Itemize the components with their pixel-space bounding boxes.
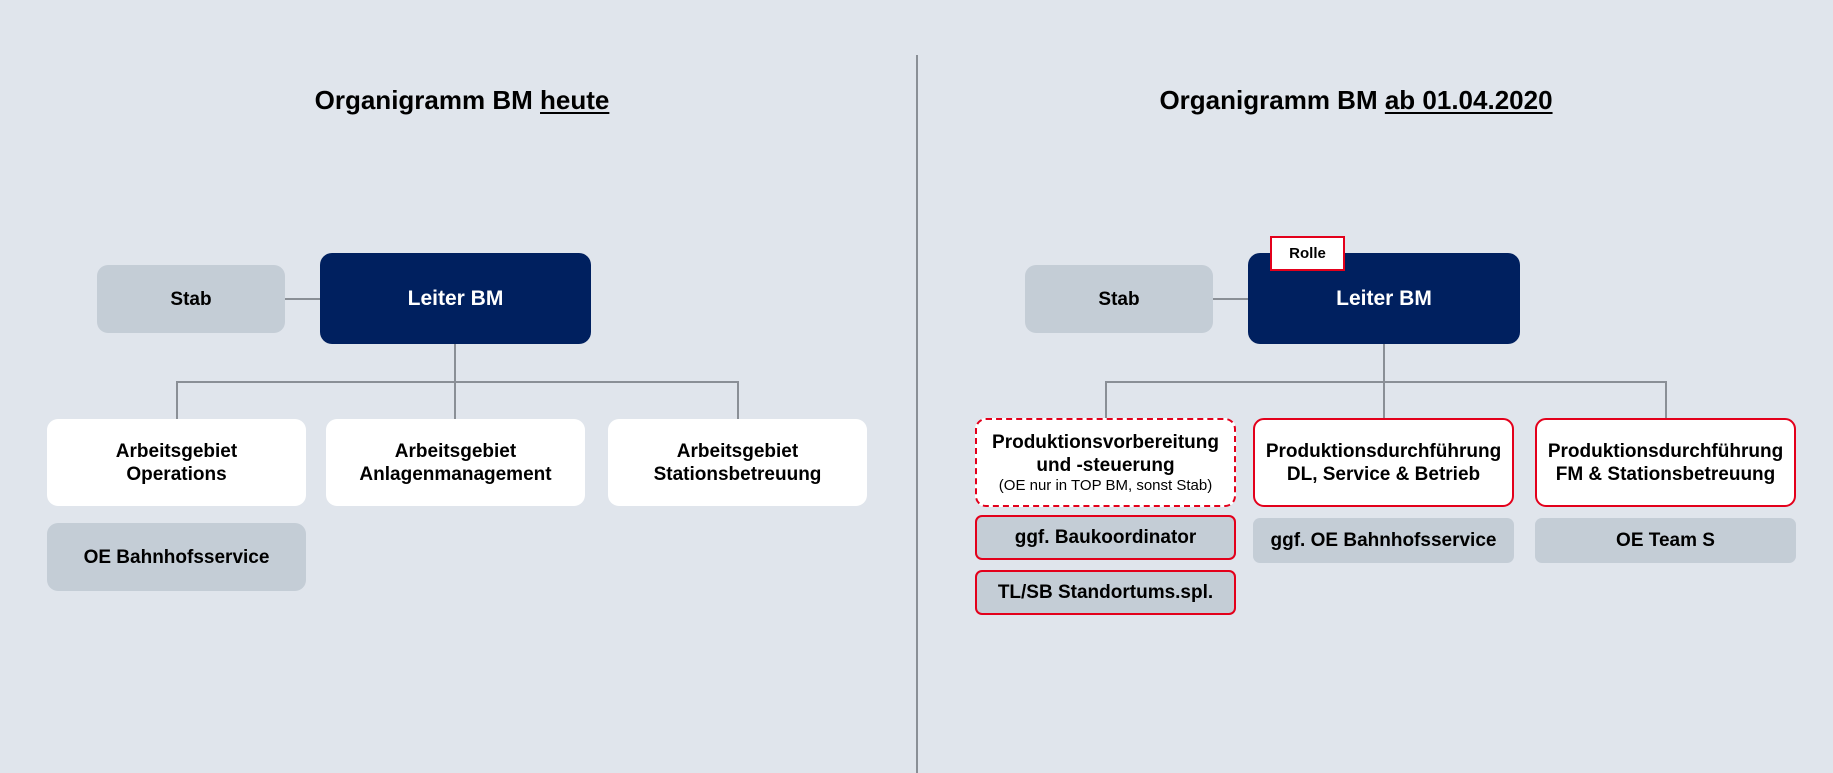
left-stab-box <box>97 265 285 333</box>
right-sub-bahnhofsservice <box>1253 518 1514 563</box>
left-drop-2 <box>454 381 456 420</box>
right-sub-tl-sb <box>975 570 1236 615</box>
right-drop-3 <box>1665 381 1667 420</box>
left-title <box>0 82 924 118</box>
area-line2: und -steuerung <box>1036 454 1175 476</box>
right-area-produktionsvorbereitung <box>975 418 1236 507</box>
left-stab-label: Stab <box>170 288 212 310</box>
left-drop-1 <box>176 381 178 420</box>
left-leiter-box <box>320 253 591 344</box>
sub-unit-label: OE Team S <box>1616 530 1715 551</box>
left-area-anlagenmanagement <box>326 419 585 506</box>
right-leiter-label: Leiter BM <box>1336 287 1432 310</box>
left-sub-bahnhofsservice <box>47 523 306 591</box>
sub-unit-label: TL/SB Standortums.spl. <box>997 582 1214 603</box>
left-leiter-stem <box>454 344 456 382</box>
right-area-fm-stationsbetreuung <box>1535 418 1796 507</box>
right-area-dl-service-betrieb <box>1253 418 1514 507</box>
role-tag-label: Rolle <box>1289 245 1326 262</box>
area-line2: Stationsbetreuung <box>653 463 822 485</box>
left-stab-connector <box>284 298 320 300</box>
left-title-prefix: Organigramm BM <box>314 85 533 115</box>
sub-unit-label: OE Bahnhofsservice <box>83 546 270 568</box>
area-line2: FM & Stationsbetreuung <box>1555 463 1776 485</box>
left-title-underlined: heute <box>540 85 610 115</box>
role-tag <box>1270 236 1345 271</box>
sub-unit-label: ggf. OE Bahnhofsservice <box>1270 530 1497 551</box>
right-stab-box <box>1025 265 1213 333</box>
sub-unit-label: ggf. Baukoordinator <box>1014 527 1197 548</box>
left-horizontal-bar <box>176 381 739 383</box>
area-line2: DL, Service & Betrieb <box>1286 463 1481 485</box>
left-area-operations <box>47 419 306 506</box>
right-leiter-stem <box>1383 344 1385 382</box>
area-line1: Produktionsdurchführung <box>1547 440 1784 462</box>
right-horizontal-bar <box>1105 381 1667 383</box>
area-line2: Operations <box>126 463 227 485</box>
right-stab-connector <box>1212 298 1250 300</box>
right-stab-label: Stab <box>1098 288 1140 310</box>
area-line1: Arbeitsgebiet <box>394 440 517 462</box>
area-line1: Produktionsdurchführung <box>1265 440 1502 462</box>
left-area-stationsbetreuung <box>608 419 867 506</box>
panel-divider <box>916 55 918 773</box>
left-drop-3 <box>737 381 739 420</box>
right-title-prefix: Organigramm BM <box>1159 85 1378 115</box>
area-line2: Anlagenmanagement <box>359 463 552 485</box>
area-line1: Produktionsvorbereitung <box>992 431 1219 453</box>
area-note: (OE nur in TOP BM, sonst Stab) <box>998 476 1213 494</box>
area-line1: Arbeitsgebiet <box>115 440 238 462</box>
left-leiter-label: Leiter BM <box>407 287 504 310</box>
right-sub-team-s <box>1535 518 1796 563</box>
right-title <box>906 82 1806 118</box>
right-drop-2 <box>1383 381 1385 420</box>
right-drop-1 <box>1105 381 1107 420</box>
area-line1: Arbeitsgebiet <box>676 440 799 462</box>
right-title-underlined: ab 01.04.2020 <box>1384 85 1553 115</box>
right-sub-baukoordinator <box>975 515 1236 560</box>
